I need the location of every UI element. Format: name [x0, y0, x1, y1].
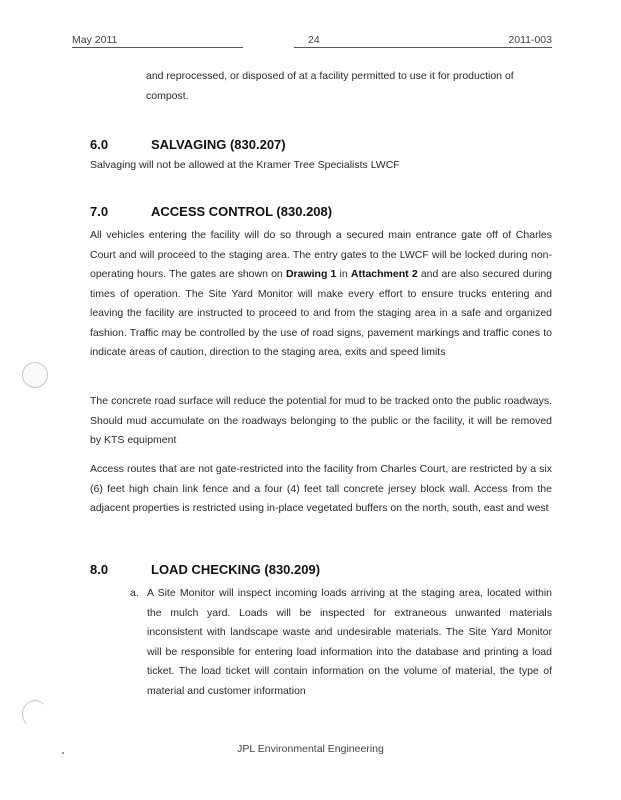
- header-rule-right: [294, 47, 552, 48]
- continuation-line-2: compost.: [146, 90, 189, 102]
- header-report-number: 2011-003: [508, 34, 552, 46]
- section-7-paragraph-3: Access routes that are not gate-restricted into the facility from Charles Court, are restricted by a six (6) feet high chain link fence and a four (4) feet tall concrete jersey block wall. Access from the adjacent properties is restricted using in-place vegetated buffers on the north, south, east and west: [90, 463, 552, 514]
- attachment-ref: Attachment 2: [350, 268, 418, 280]
- p1-text-a: All vehicles entering the facility will do so through a secured main entrance gate off of Charles Court and will proceed to the staging area. The entry gates to the LWCF will be locked during non-operating hours. The gates are shown on: [90, 229, 552, 280]
- section-8-heading: [90, 562, 320, 577]
- list-marker: a.: [130, 587, 139, 599]
- continuation-line-1: and reprocessed, or disposed of at a facility permitted to use it for production of: [146, 70, 514, 82]
- section-7-title: ACCESS CONTROL (830.208): [151, 204, 333, 219]
- section-6-heading: [90, 137, 286, 152]
- header-date: May 2011: [72, 34, 118, 46]
- list-item-text: A Site Monitor will inspect incoming loads arriving at the staging area, located within the mulch yard. Loads will be inspected for extraneous unwanted materials inconsistent with landscape waste and undesirable materials. The Site Yard Monitor will be responsible for entering load information into the database and printing a load ticket. The load ticket will contain information on the volume of material, the type of material and customer information: [147, 587, 552, 697]
- header-rule-left: [72, 47, 243, 48]
- header-page-number: 24: [308, 34, 320, 46]
- section-7-number: 7.0: [90, 204, 109, 219]
- section-6-title: SALVAGING (830.207): [151, 137, 286, 152]
- section-7-paragraph-2: The concrete road surface will reduce the potential for mud to be tracked onto the public roadways. Should mud accumulate on the roadways belonging to the public or the facility, it will be removed by KTS equipment: [90, 395, 552, 446]
- drawing-ref: Drawing 1: [285, 268, 337, 280]
- section-6-number: 6.0: [90, 137, 109, 152]
- p1-text-b: in: [336, 268, 351, 280]
- section-8-number: 8.0: [90, 562, 109, 577]
- section-8-title: LOAD CHECKING (830.209): [151, 562, 321, 577]
- page-footer: JPL Environmental Engineering: [237, 743, 384, 755]
- page-header: [72, 34, 552, 50]
- section-7-heading: [90, 204, 332, 219]
- scan-speck: [62, 752, 64, 754]
- binder-hole-icon: [22, 362, 48, 388]
- binder-hole-icon: [22, 700, 48, 728]
- section-7-paragraph-1: [90, 226, 552, 363]
- p1-text-c: and are also secured during times of operation. The Site Yard Monitor will make every effort to ensure trucks entering and leaving the facility are instructed to proceed to and from the staging area in a safe and organized fashion. Traffic may be controlled by the use of road signs, pavement markings and traffic cones to indicate areas of caution, direction to the staging area, exits and speed limits: [90, 268, 552, 358]
- section-6-text: Salvaging will not be allowed at the Kramer Tree Specialists LWCF: [90, 159, 400, 171]
